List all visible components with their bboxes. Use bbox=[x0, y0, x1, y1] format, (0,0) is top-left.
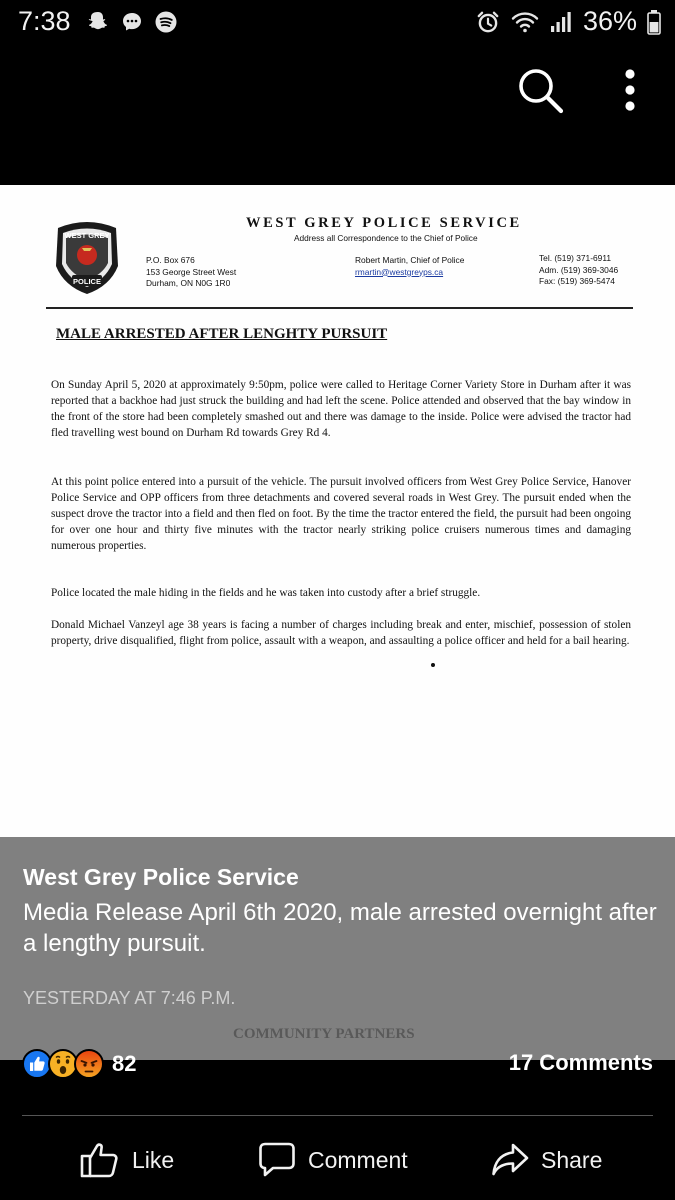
address-line: Durham, ON N0G 1R0 bbox=[146, 278, 231, 288]
letterhead-divider bbox=[46, 307, 633, 309]
messenger-icon bbox=[120, 10, 144, 34]
phone-numbers bbox=[539, 253, 618, 288]
chief-email-link: rmartin@westgreyps.ca bbox=[355, 266, 444, 277]
notification-icons bbox=[86, 10, 178, 34]
badge-text-top: WEST GREY bbox=[64, 231, 110, 240]
thumbs-up-icon bbox=[80, 1141, 120, 1179]
phone-line: Adm. (519) 369-3046 bbox=[539, 264, 619, 275]
chief-name: Robert Martin, Chief of Police bbox=[355, 255, 465, 265]
police-badge-logo bbox=[52, 218, 122, 296]
search-icon bbox=[516, 66, 566, 116]
page-name-link[interactable]: West Grey Police Service bbox=[23, 864, 299, 890]
wifi-icon bbox=[511, 9, 539, 35]
battery-level: 36% bbox=[582, 6, 637, 36]
system-status bbox=[475, 6, 661, 37]
comment-button[interactable] bbox=[258, 1137, 408, 1183]
reaction-count: 82 bbox=[112, 1051, 137, 1076]
release-paragraph: On Sunday April 5, 2020 at approximately 9:50pm, police were called to Heritage Corner Variety Store in Durham after it was reported that a backhoe had just struck the building and had left the scene. Police attended and observed that the bay window in the front of the store had been completely smashed out and there was damage to the inside. Police were advised the tractor had fled travelling west bound on Durham Rd towards Grey Rd 4. bbox=[51, 379, 631, 439]
letterhead-subtitle: Address all Correspondence to the Chief of Police bbox=[294, 233, 478, 243]
snapchat-icon bbox=[86, 10, 110, 34]
address-line: 153 George Street West bbox=[146, 266, 237, 277]
comment-label: Comment bbox=[308, 1146, 408, 1173]
comments-count-link[interactable]: 17 Comments bbox=[508, 1050, 653, 1075]
release-paragraph: At this point police entered into a pursuit of the vehicle. The pursuit involved officers from West Grey Police Service, Hanover Police Service and OPP officers from three detachments and covered several roads in West Grey. The pursuit ended when the suspect drove the tractor into a field and then fled on foot. By the time the tractor entered the field, the pursuit had been ongoing for over one hour and thirty five minutes with the tractor nearly striking police cruisers numerous times and damaging numerous properties. bbox=[51, 476, 631, 552]
status-time: 7:38 bbox=[18, 6, 71, 36]
like-button[interactable] bbox=[80, 1137, 174, 1183]
alarm-icon bbox=[475, 9, 501, 35]
spotify-icon bbox=[154, 10, 178, 34]
share-arrow-icon bbox=[491, 1141, 529, 1179]
share-label: Share bbox=[541, 1146, 603, 1173]
post-timestamp[interactable]: YESTERDAY AT 7:46 P.M. bbox=[23, 988, 236, 1008]
reactions-summary[interactable] bbox=[22, 1047, 136, 1081]
mailing-address bbox=[146, 255, 236, 290]
letterhead-title: WEST GREY POLICE SERVICE bbox=[246, 215, 522, 231]
photo-caption bbox=[0, 837, 675, 1060]
more-options-button[interactable] bbox=[612, 66, 648, 116]
chief-contact bbox=[355, 255, 464, 278]
status-bar bbox=[0, 0, 675, 48]
signal-icon bbox=[549, 9, 573, 35]
release-paragraph: Police located the male hiding in the fields and he was taken into custody after a brief struggle. bbox=[51, 587, 481, 599]
like-label: Like bbox=[132, 1146, 175, 1173]
badge-text-bottom: POLICE bbox=[73, 277, 101, 286]
phone-line: Tel. (519) 371-6911 bbox=[539, 253, 612, 263]
search-button[interactable] bbox=[516, 66, 566, 116]
phone-line: Fax: (519) 369-5474 bbox=[539, 276, 615, 286]
release-paragraph: Donald Michael Vanzeyl age 38 years is facing a number of charges including break and enter, mischief, possession of stolen property, drive disqualified, flight from police, assault with a weapon, and assaulting a police officer and held for a bail hearing. bbox=[51, 619, 631, 647]
share-button[interactable] bbox=[491, 1137, 602, 1183]
angry-reaction-icon bbox=[74, 1049, 104, 1079]
stray-dot bbox=[431, 663, 435, 667]
battery-icon bbox=[647, 9, 661, 35]
address-line: P.O. Box 676 bbox=[146, 255, 195, 265]
more-vertical-icon bbox=[612, 66, 648, 116]
post-text: Media Release April 6th 2020, male arrested overnight after a lengthy pursuit. bbox=[23, 899, 657, 957]
release-headline: MALE ARRESTED AFTER LENGHTY PURSUIT bbox=[56, 326, 388, 342]
action-divider bbox=[22, 1115, 653, 1116]
comment-bubble-icon bbox=[258, 1141, 296, 1179]
